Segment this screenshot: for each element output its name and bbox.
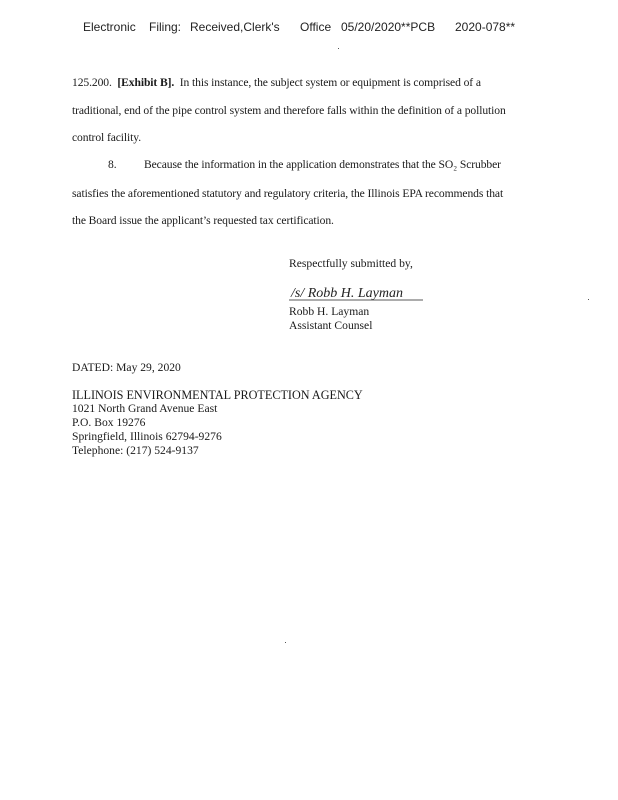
paragraph-1-line-3: control facility. bbox=[72, 131, 142, 144]
scan-speck bbox=[285, 642, 286, 643]
paragraph-2-line-1: Because the information in the application demonstrates that the SO₂ Scrubber bbox=[144, 158, 501, 171]
signature bbox=[289, 283, 425, 303]
signature-graphic bbox=[289, 283, 425, 303]
signature-text: /s/ Robb H. Layman bbox=[291, 286, 403, 301]
address-city: Springfield, Illinois 62794-9276 bbox=[72, 430, 222, 443]
header-received: Received,Clerk's bbox=[190, 20, 280, 34]
address-street: 1021 North Grand Avenue East bbox=[72, 402, 218, 415]
filing-header bbox=[0, 20, 618, 38]
signer-title: Assistant Counsel bbox=[289, 319, 373, 332]
telephone: Telephone: (217) 524-9137 bbox=[72, 444, 199, 457]
header-filing: Filing: bbox=[149, 20, 182, 34]
paragraph-2-line-3: the Board issue the applicant’s requested tax certification. bbox=[72, 214, 334, 227]
header-case-number: 2020-078** bbox=[455, 20, 516, 34]
signer-name: Robb H. Layman bbox=[289, 305, 370, 318]
address-po-box: P.O. Box 19276 bbox=[72, 416, 146, 429]
header-date: 05/20/2020**PCB bbox=[341, 20, 436, 34]
paragraph-number: 8. bbox=[108, 158, 117, 171]
paragraph-2-line-2: satisfies the aforementioned statutory and regulatory criteria, the Illinois EPA recommends that bbox=[72, 187, 504, 200]
paragraph-1-line-1 bbox=[72, 76, 481, 89]
closing-text: Respectfully submitted by, bbox=[289, 257, 413, 270]
header-office: Office bbox=[300, 20, 332, 34]
paragraph-1-line-1-text: In this instance, the subject system or equipment is comprised of a bbox=[179, 76, 481, 89]
header-electronic: Electronic bbox=[83, 20, 136, 34]
exhibit-reference: [Exhibit B]. bbox=[117, 76, 175, 89]
scan-speck bbox=[588, 299, 589, 300]
scan-speck bbox=[338, 48, 339, 49]
dated-line: DATED: May 29, 2020 bbox=[72, 361, 181, 374]
paragraph-1-line-2: traditional, end of the pipe control system and therefore falls within the definition of a pollution bbox=[72, 104, 506, 117]
agency-name: ILLINOIS ENVIRONMENTAL PROTECTION AGENCY bbox=[72, 388, 363, 402]
regulation-reference: 125.200. bbox=[72, 76, 112, 89]
